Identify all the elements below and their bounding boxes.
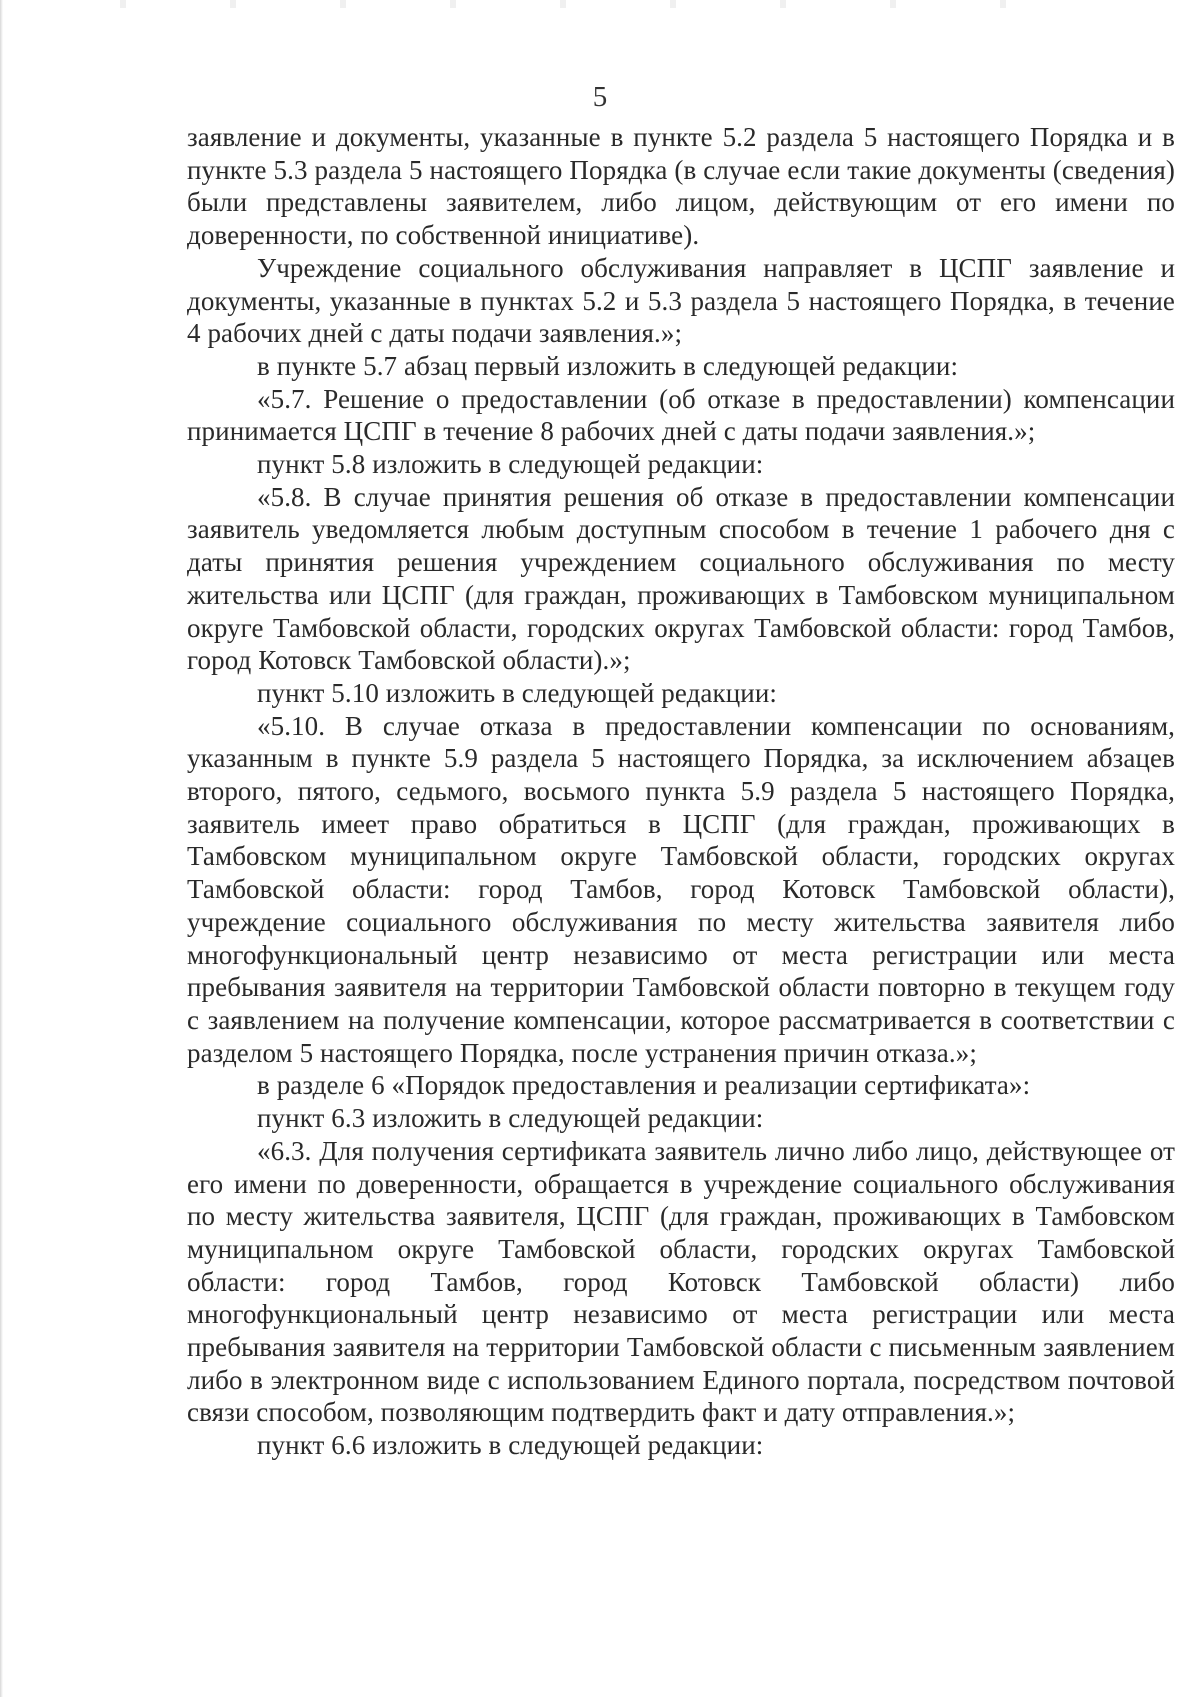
paragraph: пункт 5.8 изложить в следующей редакции: (257, 449, 764, 480)
paragraph: «5.7. Решение о предоставлении (об отказе в предоставлении) компенсации принимается ЦСПГ в течение 8 рабочих дней с даты подачи заявления.»; (187, 383, 1175, 447)
paragraph: пункт 5.10 изложить в следующей редакции: (257, 677, 777, 708)
paragraph: в пункте 5.7 абзац первый изложить в следующей редакции: (257, 350, 959, 381)
scan-marks (120, 0, 1020, 8)
paragraph: «5.8. В случае принятия решения об отказе в предоставлении компенсации заявитель уведомляется любым доступным способом в течение 1 рабочего дня с даты принятия решения учреждением социального обслуживания по месту жительства или ЦСПГ (для граждан, проживающих в Тамбовском муниципальном округе Тамбовской области, городских округах Тамбовской области: город Тамбов, город Котовск Тамбовской области).»; (187, 481, 1175, 676)
document-body (187, 121, 1175, 1462)
page-number: 5 (592, 81, 608, 113)
paragraph: в разделе 6 «Порядок предоставления и реализации сертификата»: (257, 1070, 1031, 1101)
paragraph: «5.10. В случае отказа в предоставлении компенсации по основаниям, указанным в пункте 5.9 раздела 5 настоящего Порядка, за исключением абзацев второго, пятого, седьмого, восьмого пункта 5.9 раздела 5 настоящего Порядка, заявитель имеет право обратиться в ЦСПГ (для граждан, проживающих в Тамбовском муниципальном округе Тамбовской области, городских округах Тамбовской области: город Тамбов, город Котовск Тамбовской области), учреждение социального обслуживания по месту жительства заявителя либо многофункциональный центр независимо от места регистрации или места пребывания заявителя на территории Тамбовской области повторно в текущем году с заявлением на получение компенсации, которое рассматривается в соответствии с разделом 5 настоящего Порядка, после устранения причин отказа.»; (187, 710, 1175, 1068)
paragraph: пункт 6.3 изложить в следующей редакции: (257, 1103, 764, 1134)
paragraph-continuation: заявление и документы, указанные в пункте 5.2 раздела 5 настоящего Порядка и в пункте 5.3 раздела 5 настоящего Порядка (в случае если такие документы (сведения) были представлены заявителем, либо лицом, действующим от его имени по доверенности, по собственной инициативе). (187, 122, 1175, 251)
paragraph: «6.3. Для получения сертификата заявитель лично либо лицо, действующее от его имени по доверенности, обращается в учреждение социального обслуживания по месту жительства заявителя, ЦСПГ (для граждан, проживающих в Тамбовском муниципальном округе Тамбовской области, городских округах Тамбовской области: город Тамбов, город Котовск Тамбовской области) либо многофункциональный центр независимо от места регистрации или места пребывания заявителя на территории Тамбовской области с письменным заявлением либо в электронном виде с использованием Единого портала, посредством почтовой связи способом, позволяющим подтвердить факт и дату отправления.»; (187, 1135, 1175, 1428)
paragraph: пункт 6.6 изложить в следующей редакции: (257, 1430, 764, 1461)
scan-edge (0, 0, 3, 1697)
paragraph: Учреждение социального обслуживания направляет в ЦСПГ заявление и документы, указанные в пунктах 5.2 и 5.3 раздела 5 настоящего Порядка, в течение 4 рабочих дней с даты подачи заявления.»; (187, 252, 1175, 349)
